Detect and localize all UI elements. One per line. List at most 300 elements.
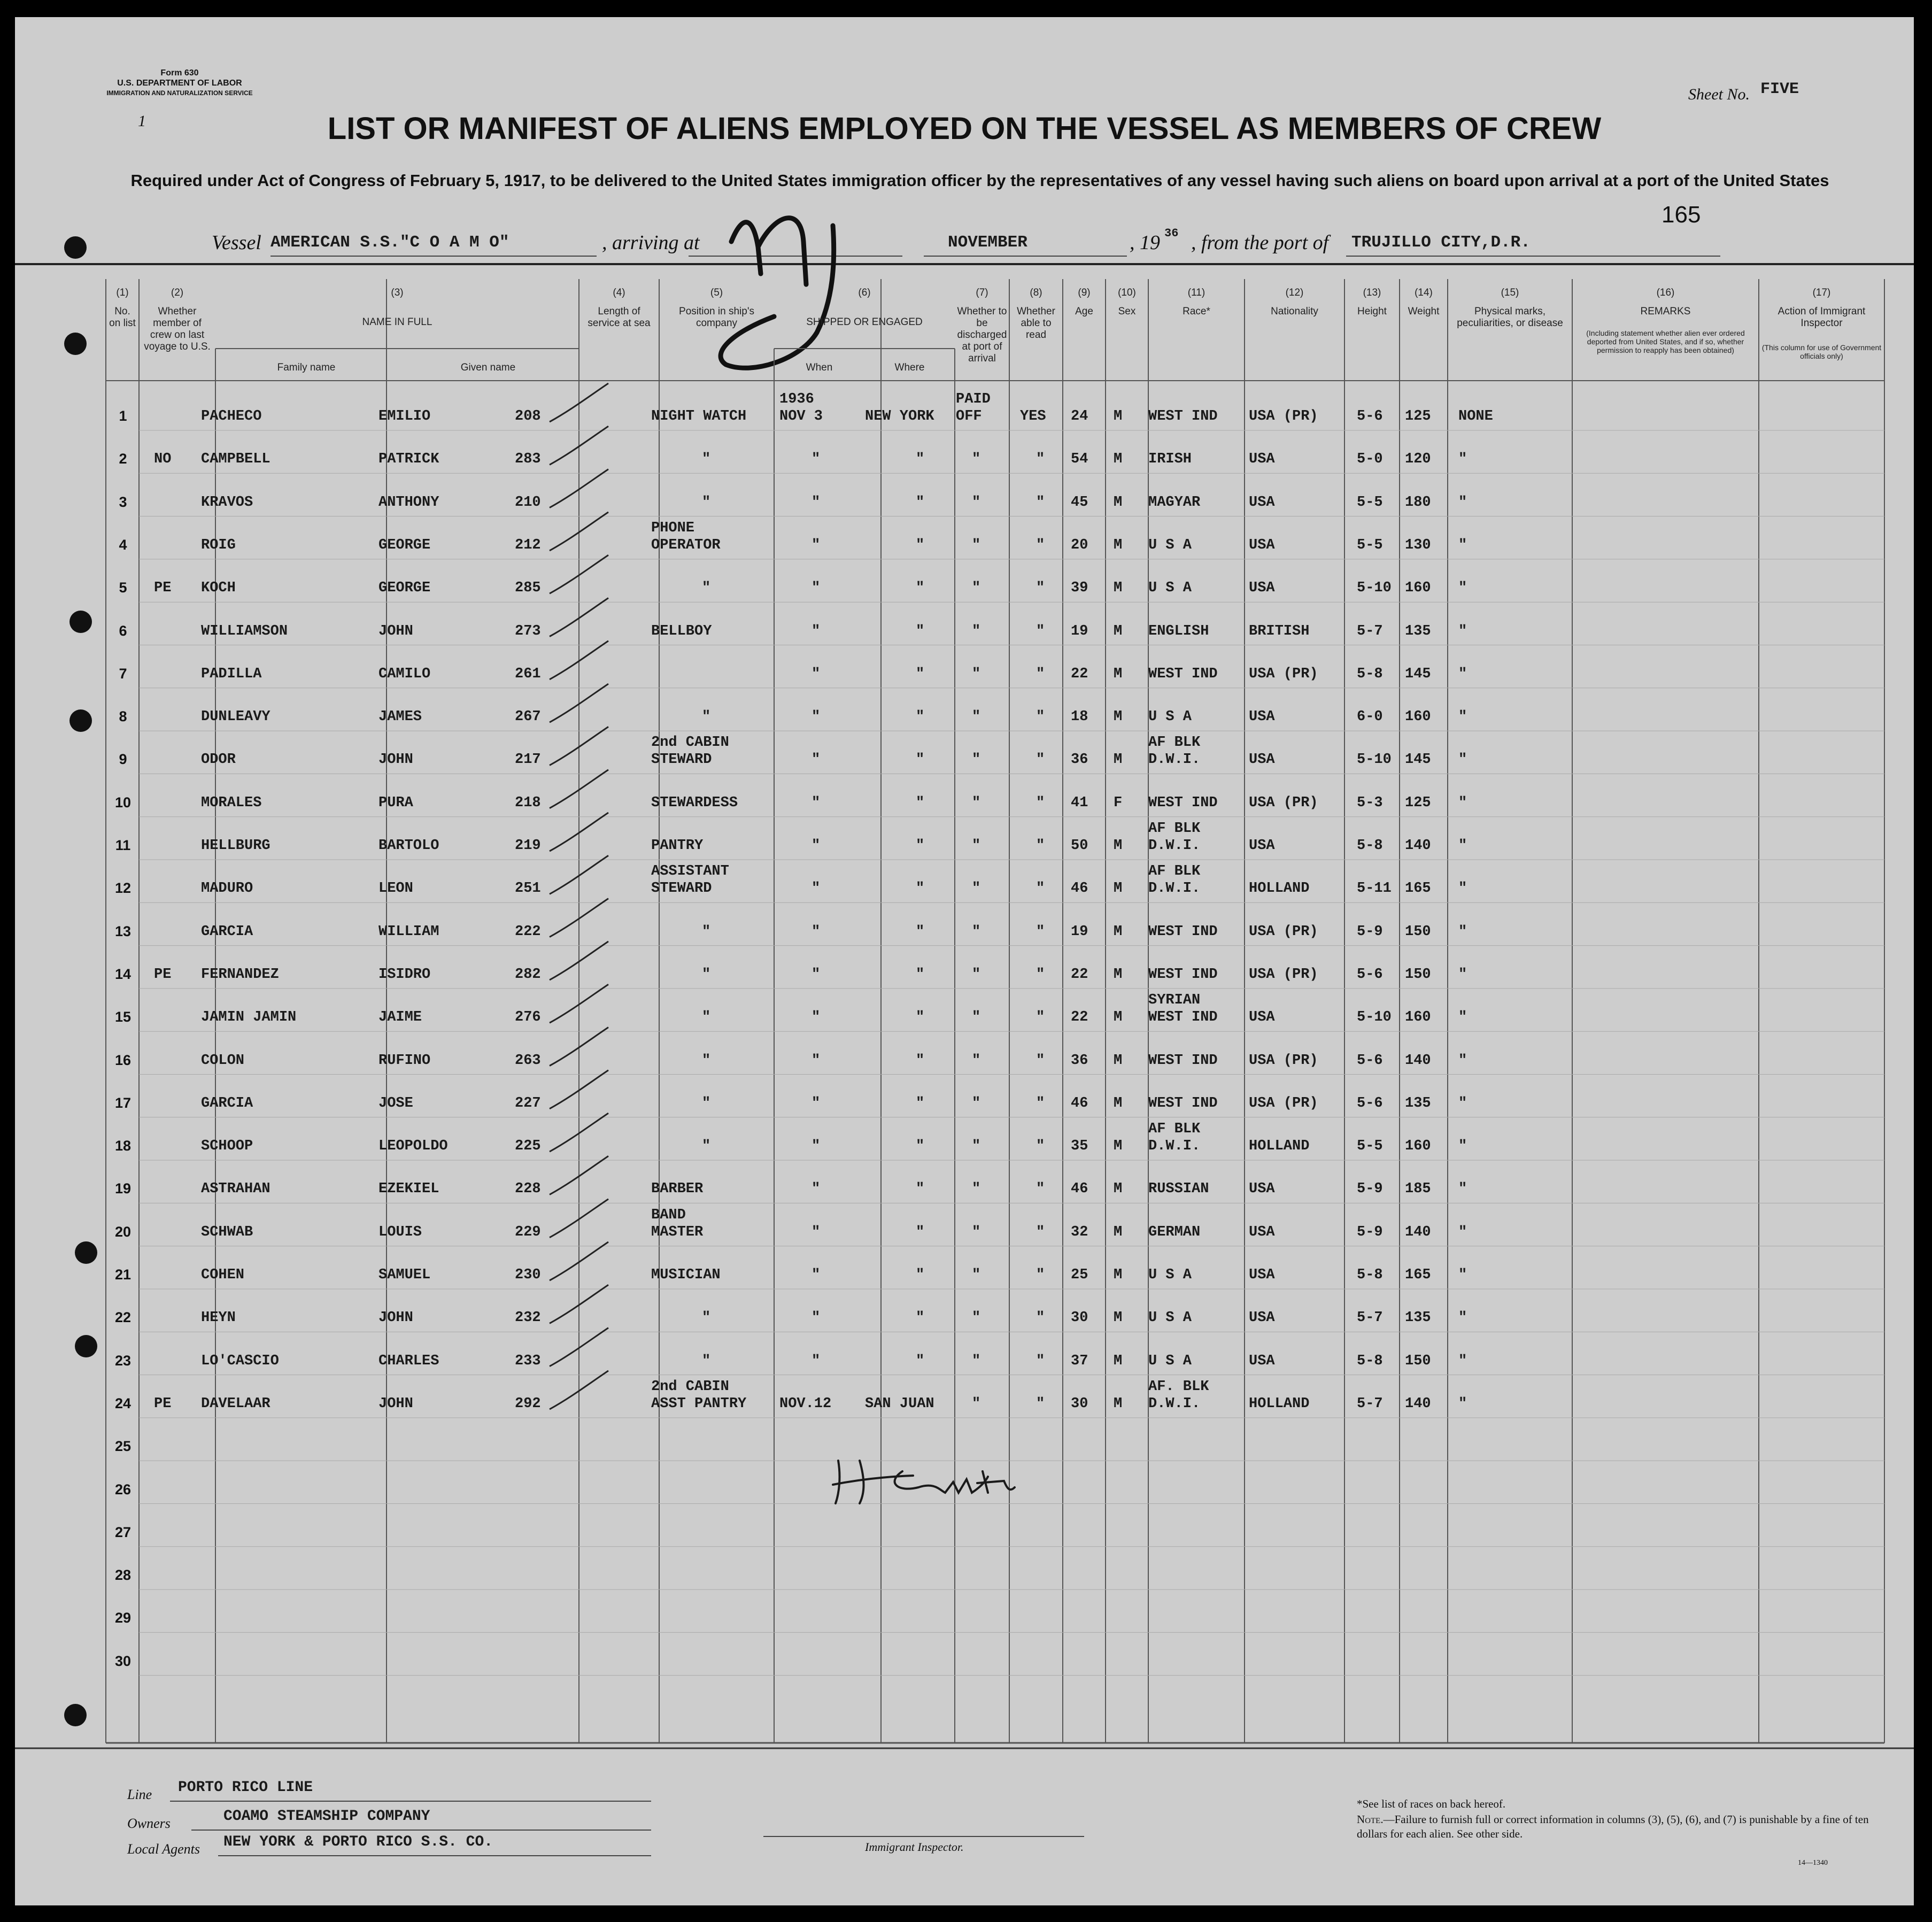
row-read: " [1036, 794, 1045, 811]
row-number: 5 [119, 580, 127, 596]
row-race: WEST IND [1148, 1052, 1218, 1069]
row-marks: " [1458, 623, 1467, 639]
row-given: JAIME [378, 1009, 422, 1026]
row-nationality: USA [1249, 709, 1275, 725]
year-prefix: , 19 [1130, 231, 1160, 254]
column-header: Sex [1118, 306, 1136, 317]
row-family: ROIG [201, 537, 236, 553]
row-age: 46 [1071, 881, 1088, 897]
row-weight: 145 [1405, 752, 1431, 768]
row-position: " [702, 1310, 711, 1326]
row-nationality: USA [1249, 1267, 1275, 1283]
row-height: 5-10 [1357, 580, 1392, 597]
row-given: PATRICK [378, 451, 439, 468]
row-last-voyage: NO [154, 451, 172, 468]
row-position: BARBER [651, 1181, 704, 1198]
row-age: 30 [1071, 1310, 1088, 1326]
row-service: 273 [515, 623, 541, 639]
row-marks: " [1458, 1138, 1467, 1155]
row-height: 5-8 [1357, 838, 1383, 854]
row-where: " [916, 1310, 925, 1326]
row-marks: " [1458, 838, 1467, 854]
row-where: " [916, 1267, 925, 1283]
row-last-voyage: PE [154, 1395, 172, 1412]
row-weight: 140 [1405, 1052, 1431, 1069]
row-number: 10 [114, 794, 132, 811]
row-nationality: HOLLAND [1249, 881, 1310, 897]
column-header: Action of Immigrant Inspector [1778, 306, 1866, 329]
row-given: ANTHONY [378, 494, 439, 511]
row-discharged: " [972, 623, 981, 639]
row-marks: " [1458, 1181, 1467, 1198]
row-sex: M [1114, 881, 1123, 897]
row-family: FERNANDEZ [201, 966, 279, 983]
column-header: Whether member of crew on last voyage to U.S. [144, 306, 211, 352]
row-sex: M [1114, 1009, 1123, 1026]
punch-hole [64, 333, 87, 355]
row-when: " [812, 494, 821, 511]
row-read: " [1036, 1395, 1045, 1412]
row-service: 261 [515, 666, 541, 682]
column-header: Weight [1408, 306, 1440, 317]
row-discharged: " [972, 1224, 981, 1240]
row-marks: " [1458, 881, 1467, 897]
row-age: 50 [1071, 838, 1088, 854]
row-race: WEST IND [1148, 923, 1218, 940]
row-given: GEORGE [378, 537, 431, 553]
row-family: COLON [201, 1052, 245, 1069]
row-sex: M [1114, 580, 1123, 597]
margin-mark: 1 [138, 112, 146, 130]
row-sex: M [1114, 1267, 1123, 1283]
row-sex: M [1114, 494, 1123, 511]
column-header: Nationality [1271, 306, 1318, 317]
form-number: Form 630 [160, 68, 199, 78]
row-position: NIGHT WATCH [651, 408, 747, 424]
row-number: 28 [114, 1567, 132, 1584]
row-number: 13 [114, 923, 132, 939]
row-when: " [812, 623, 821, 639]
row-where: " [916, 451, 925, 468]
page-subtitle: Required under Act of Congress of February 5, 1917, to be delivered to the United States immigration officer by the representatives of any vessel having such aliens on board upon arrival at a port of the United States [130, 171, 1829, 190]
row-number: 24 [114, 1395, 132, 1411]
row-discharged: " [972, 1095, 981, 1111]
column-number: (11) [1187, 287, 1205, 298]
row-nationality: USA (PR) [1249, 408, 1318, 424]
row-weight: 125 [1405, 794, 1431, 811]
punch-hole [64, 1704, 87, 1726]
row-age: 39 [1071, 580, 1088, 597]
row-discharged: " [972, 794, 981, 811]
row-when: " [812, 923, 821, 940]
column-header: NAME IN FULL [362, 317, 432, 328]
row-nationality: USA [1249, 838, 1275, 854]
row-race: U S A [1148, 1267, 1192, 1283]
row-service: 230 [515, 1267, 541, 1283]
row-given: EMILIO [378, 408, 431, 424]
row-weight: 150 [1405, 923, 1431, 940]
punch-hole [75, 1335, 97, 1357]
row-family: MADURO [201, 881, 253, 897]
row-height: 5-7 [1357, 623, 1383, 639]
row-when: " [812, 1224, 821, 1240]
row-position: MUSICIAN [651, 1267, 721, 1283]
row-marks: " [1458, 966, 1467, 983]
row-given: JAMES [378, 709, 422, 725]
row-sex: M [1114, 408, 1123, 424]
row-nationality: USA (PR) [1249, 666, 1318, 682]
row-marks: " [1458, 1009, 1467, 1026]
column-number: (4) [613, 287, 625, 298]
row-discharged: " [972, 1138, 981, 1155]
row-when: " [812, 794, 821, 811]
row-race: IRISH [1148, 451, 1192, 468]
row-marks: " [1458, 494, 1467, 511]
row-age: 32 [1071, 1224, 1088, 1240]
column-note: (Including statement whether alien ever ordered deported from United States, and if so, whether permission to reapply has been obtained) [1586, 329, 1745, 354]
row-service: 285 [515, 580, 541, 597]
row-discharged: " [972, 580, 981, 597]
row-position: " [702, 1052, 711, 1069]
row-weight: 140 [1405, 1395, 1431, 1412]
column-header: Position in ship's company [679, 306, 754, 329]
row-sex: M [1114, 1181, 1123, 1198]
row-weight: 160 [1405, 709, 1431, 725]
punch-hole [75, 1241, 97, 1264]
row-weight: 130 [1405, 537, 1431, 553]
row-height: 5-8 [1357, 1353, 1383, 1369]
row-nationality: USA [1249, 1181, 1275, 1198]
row-service: 229 [515, 1224, 541, 1240]
row-service: 282 [515, 966, 541, 983]
row-race: SYRIAN WEST IND [1148, 992, 1218, 1026]
note-text: —Failure to furnish full or correct information in columns (3), (5), (6), and (7) is punishable by a fine of ten dollars for each alien. See other side. [1357, 1813, 1869, 1840]
row-when: 1936 NOV 3 [779, 391, 823, 424]
row-sex: M [1114, 1052, 1123, 1069]
row-nationality: USA [1249, 1353, 1275, 1369]
row-nationality: USA [1249, 1224, 1275, 1240]
row-age: 22 [1071, 666, 1088, 682]
arriving-label: , arriving at [602, 231, 700, 254]
row-discharged: " [972, 881, 981, 897]
row-read: " [1036, 451, 1045, 468]
row-family: MORALES [201, 794, 262, 811]
row-where: " [916, 1052, 925, 1069]
row-weight: 160 [1405, 1009, 1431, 1026]
row-number: 29 [114, 1610, 132, 1626]
column-number: (16) [1656, 287, 1675, 298]
row-service: 233 [515, 1353, 541, 1369]
fine-note [1357, 1812, 1886, 1841]
row-discharged: " [972, 1052, 981, 1069]
row-age: 19 [1071, 923, 1088, 940]
signature-h-smith [828, 1450, 1020, 1509]
column-number: (6) [858, 287, 871, 298]
row-marks: " [1458, 451, 1467, 468]
row-read: " [1036, 709, 1045, 725]
footer-line-value: PORTO RICO LINE [178, 1779, 313, 1796]
column-number: (14) [1415, 287, 1433, 298]
row-service: 228 [515, 1181, 541, 1198]
row-where: " [916, 666, 925, 682]
row-marks: NONE [1458, 408, 1493, 424]
row-when: " [812, 966, 821, 983]
row-when: " [812, 1052, 821, 1069]
row-family: ODOR [201, 752, 236, 768]
column-header: Whether able to read [1017, 306, 1055, 341]
inspector-signature-line [763, 1836, 1084, 1837]
row-sex: M [1114, 666, 1123, 682]
row-marks: " [1458, 1395, 1467, 1412]
column-subheader: Given name [460, 362, 516, 373]
footer-line-label: Line [127, 1787, 152, 1802]
row-height: 5-8 [1357, 1267, 1383, 1283]
row-number: 1 [119, 408, 127, 424]
row-weight: 140 [1405, 838, 1431, 854]
column-header: Height [1357, 306, 1387, 317]
row-race: AF BLK D.W.I. [1148, 821, 1201, 854]
row-read: YES [1020, 408, 1046, 424]
row-age: 46 [1071, 1181, 1088, 1198]
row-service: 222 [515, 923, 541, 940]
row-where: " [916, 623, 925, 639]
row-number: 12 [114, 880, 132, 897]
row-race: AF BLK D.W.I. [1148, 735, 1201, 768]
row-where: " [916, 580, 925, 597]
row-weight: 160 [1405, 580, 1431, 597]
row-marks: " [1458, 1353, 1467, 1369]
row-discharged: PAID OFF [956, 391, 991, 424]
row-where: " [916, 881, 925, 897]
row-height: 5-7 [1357, 1395, 1383, 1412]
row-position: " [702, 966, 711, 983]
row-age: 41 [1071, 794, 1088, 811]
row-age: 20 [1071, 537, 1088, 553]
sheet-number-value: FIVE [1760, 80, 1799, 98]
row-family: WILLIAMSON [201, 623, 288, 639]
row-position: " [702, 580, 711, 597]
row-sex: M [1114, 1095, 1123, 1111]
row-family: KRAVOS [201, 494, 253, 511]
row-height: 5-6 [1357, 966, 1383, 983]
row-sex: M [1114, 709, 1123, 725]
row-family: PADILLA [201, 666, 262, 682]
row-discharged: " [972, 666, 981, 682]
column-header: REMARKS [1640, 306, 1691, 317]
row-where: " [916, 709, 925, 725]
row-weight: 150 [1405, 966, 1431, 983]
row-race: U S A [1148, 1310, 1192, 1326]
row-age: 36 [1071, 1052, 1088, 1069]
row-marks: " [1458, 666, 1467, 682]
row-when: " [812, 1095, 821, 1111]
row-discharged: " [972, 1353, 981, 1369]
row-nationality: USA [1249, 494, 1275, 511]
row-marks: " [1458, 794, 1467, 811]
row-height: 6-0 [1357, 709, 1383, 725]
row-read: " [1036, 881, 1045, 897]
year-value: 36 [1164, 227, 1179, 240]
row-weight: 145 [1405, 666, 1431, 682]
row-service: 208 [515, 408, 541, 424]
row-read: " [1036, 752, 1045, 768]
row-number: 18 [114, 1138, 132, 1154]
row-race: WEST IND [1148, 666, 1218, 682]
row-where: " [916, 1224, 925, 1240]
row-given: LEOPOLDO [378, 1138, 448, 1155]
row-service: 218 [515, 794, 541, 811]
column-subheader: Family name [277, 362, 336, 373]
row-given: WILLIAM [378, 923, 439, 940]
row-when: " [812, 537, 821, 553]
footer-agents-value: NEW YORK & PORTO RICO S.S. CO. [223, 1834, 493, 1850]
service-name: IMMIGRATION AND NATURALIZATION SERVICE [106, 89, 253, 97]
row-when: NOV.12 [779, 1395, 832, 1412]
races-note: *See list of races on back hereof. [1357, 1797, 1506, 1810]
row-race: U S A [1148, 1353, 1192, 1369]
row-age: 25 [1071, 1267, 1088, 1283]
column-number: (8) [1030, 287, 1042, 298]
row-position: " [702, 494, 711, 511]
row-position: 2nd CABIN ASST PANTRY [651, 1378, 747, 1412]
page-number: 165 [1661, 202, 1701, 228]
row-family: LO'CASCIO [201, 1353, 279, 1369]
row-nationality: BRITISH [1249, 623, 1310, 639]
row-weight: 160 [1405, 1138, 1431, 1155]
row-service: 210 [515, 494, 541, 511]
row-number: 30 [114, 1653, 132, 1669]
column-header: No. on list [109, 306, 136, 329]
row-family: SCHOOP [201, 1138, 253, 1155]
row-read: " [1036, 1181, 1045, 1198]
row-position: 2nd CABIN STEWARD [651, 735, 729, 768]
row-number: 15 [114, 1009, 132, 1025]
row-where: " [916, 794, 925, 811]
row-given: GEORGE [378, 580, 431, 597]
row-sex: M [1114, 752, 1123, 768]
row-number: 14 [114, 966, 132, 982]
row-position: " [702, 709, 711, 725]
row-when: " [812, 1138, 821, 1155]
row-given: BARTOLO [378, 838, 439, 854]
form-code: 14—1340 [1798, 1859, 1828, 1867]
inspector-label: Immigrant Inspector. [865, 1840, 964, 1854]
row-read: " [1036, 838, 1045, 854]
row-family: GARCIA [201, 1095, 253, 1111]
row-nationality: USA [1249, 451, 1275, 468]
row-weight: 125 [1405, 408, 1431, 424]
row-race: GERMAN [1148, 1224, 1201, 1240]
row-race: U S A [1148, 580, 1192, 597]
footer-agents-label: Local Agents [127, 1841, 200, 1857]
row-read: " [1036, 923, 1045, 940]
row-when: " [812, 752, 821, 768]
row-when: " [812, 666, 821, 682]
column-number: (2) [171, 287, 184, 298]
row-given: RUFINO [378, 1052, 431, 1069]
row-position: " [702, 923, 711, 940]
row-discharged: " [972, 1267, 981, 1283]
row-nationality: USA [1249, 1310, 1275, 1326]
row-nationality: USA (PR) [1249, 923, 1318, 940]
row-number: 20 [114, 1223, 132, 1240]
row-given: SAMUEL [378, 1267, 431, 1283]
row-read: " [1036, 666, 1045, 682]
row-age: 35 [1071, 1138, 1088, 1155]
row-when: " [812, 451, 821, 468]
month-value: NOVEMBER [948, 233, 1027, 252]
row-family: SCHWAB [201, 1224, 253, 1240]
row-weight: 165 [1405, 1267, 1431, 1283]
row-age: 36 [1071, 752, 1088, 768]
row-read: " [1036, 1009, 1045, 1026]
row-where: " [916, 1138, 925, 1155]
row-discharged: " [972, 494, 981, 511]
row-age: 46 [1071, 1095, 1088, 1111]
row-marks: " [1458, 752, 1467, 768]
column-number: (15) [1501, 287, 1519, 298]
column-number: (1) [116, 287, 129, 298]
row-family: ASTRAHAN [201, 1181, 271, 1198]
row-position: PHONE OPERATOR [651, 520, 721, 553]
row-number: 8 [119, 708, 127, 725]
row-marks: " [1458, 1052, 1467, 1069]
row-when: " [812, 1310, 821, 1326]
row-sex: M [1114, 537, 1123, 553]
row-family: KOCH [201, 580, 236, 597]
row-discharged: " [972, 752, 981, 768]
row-number: 27 [114, 1524, 132, 1540]
row-service: 217 [515, 752, 541, 768]
row-height: 5-6 [1357, 408, 1383, 424]
row-given: EZEKIEL [378, 1181, 439, 1198]
row-position: BAND MASTER [651, 1207, 704, 1240]
row-height: 5-7 [1357, 1310, 1383, 1326]
row-family: PACHECO [201, 408, 262, 424]
row-nationality: USA [1249, 1009, 1275, 1026]
row-service: 276 [515, 1009, 541, 1026]
row-age: 37 [1071, 1353, 1088, 1369]
row-sex: M [1114, 1138, 1123, 1155]
row-read: " [1036, 1095, 1045, 1111]
column-subheader: When [806, 362, 833, 373]
row-nationality: USA (PR) [1249, 1052, 1318, 1069]
row-given: CAMILO [378, 666, 431, 682]
footer-agents-underline [218, 1855, 651, 1856]
row-discharged: " [972, 1009, 981, 1026]
row-age: 54 [1071, 451, 1088, 468]
row-read: " [1036, 1310, 1045, 1326]
row-height: 5-5 [1357, 494, 1383, 511]
row-age: 19 [1071, 623, 1088, 639]
row-when: " [812, 1267, 821, 1283]
row-marks: " [1458, 923, 1467, 940]
row-position: " [702, 1009, 711, 1026]
row-sex: F [1114, 794, 1123, 811]
row-family: CAMPBELL [201, 451, 271, 468]
row-service: 267 [515, 709, 541, 725]
row-read: " [1036, 966, 1045, 983]
row-race: AF BLK D.W.I. [1148, 863, 1201, 897]
row-discharged: " [972, 966, 981, 983]
row-position: " [702, 1138, 711, 1155]
row-family: DAVELAAR [201, 1395, 271, 1412]
table-grid [15, 17, 1914, 1905]
row-discharged: " [972, 709, 981, 725]
row-weight: 165 [1405, 881, 1431, 897]
row-discharged: " [972, 838, 981, 854]
row-family: HEYN [201, 1310, 236, 1326]
